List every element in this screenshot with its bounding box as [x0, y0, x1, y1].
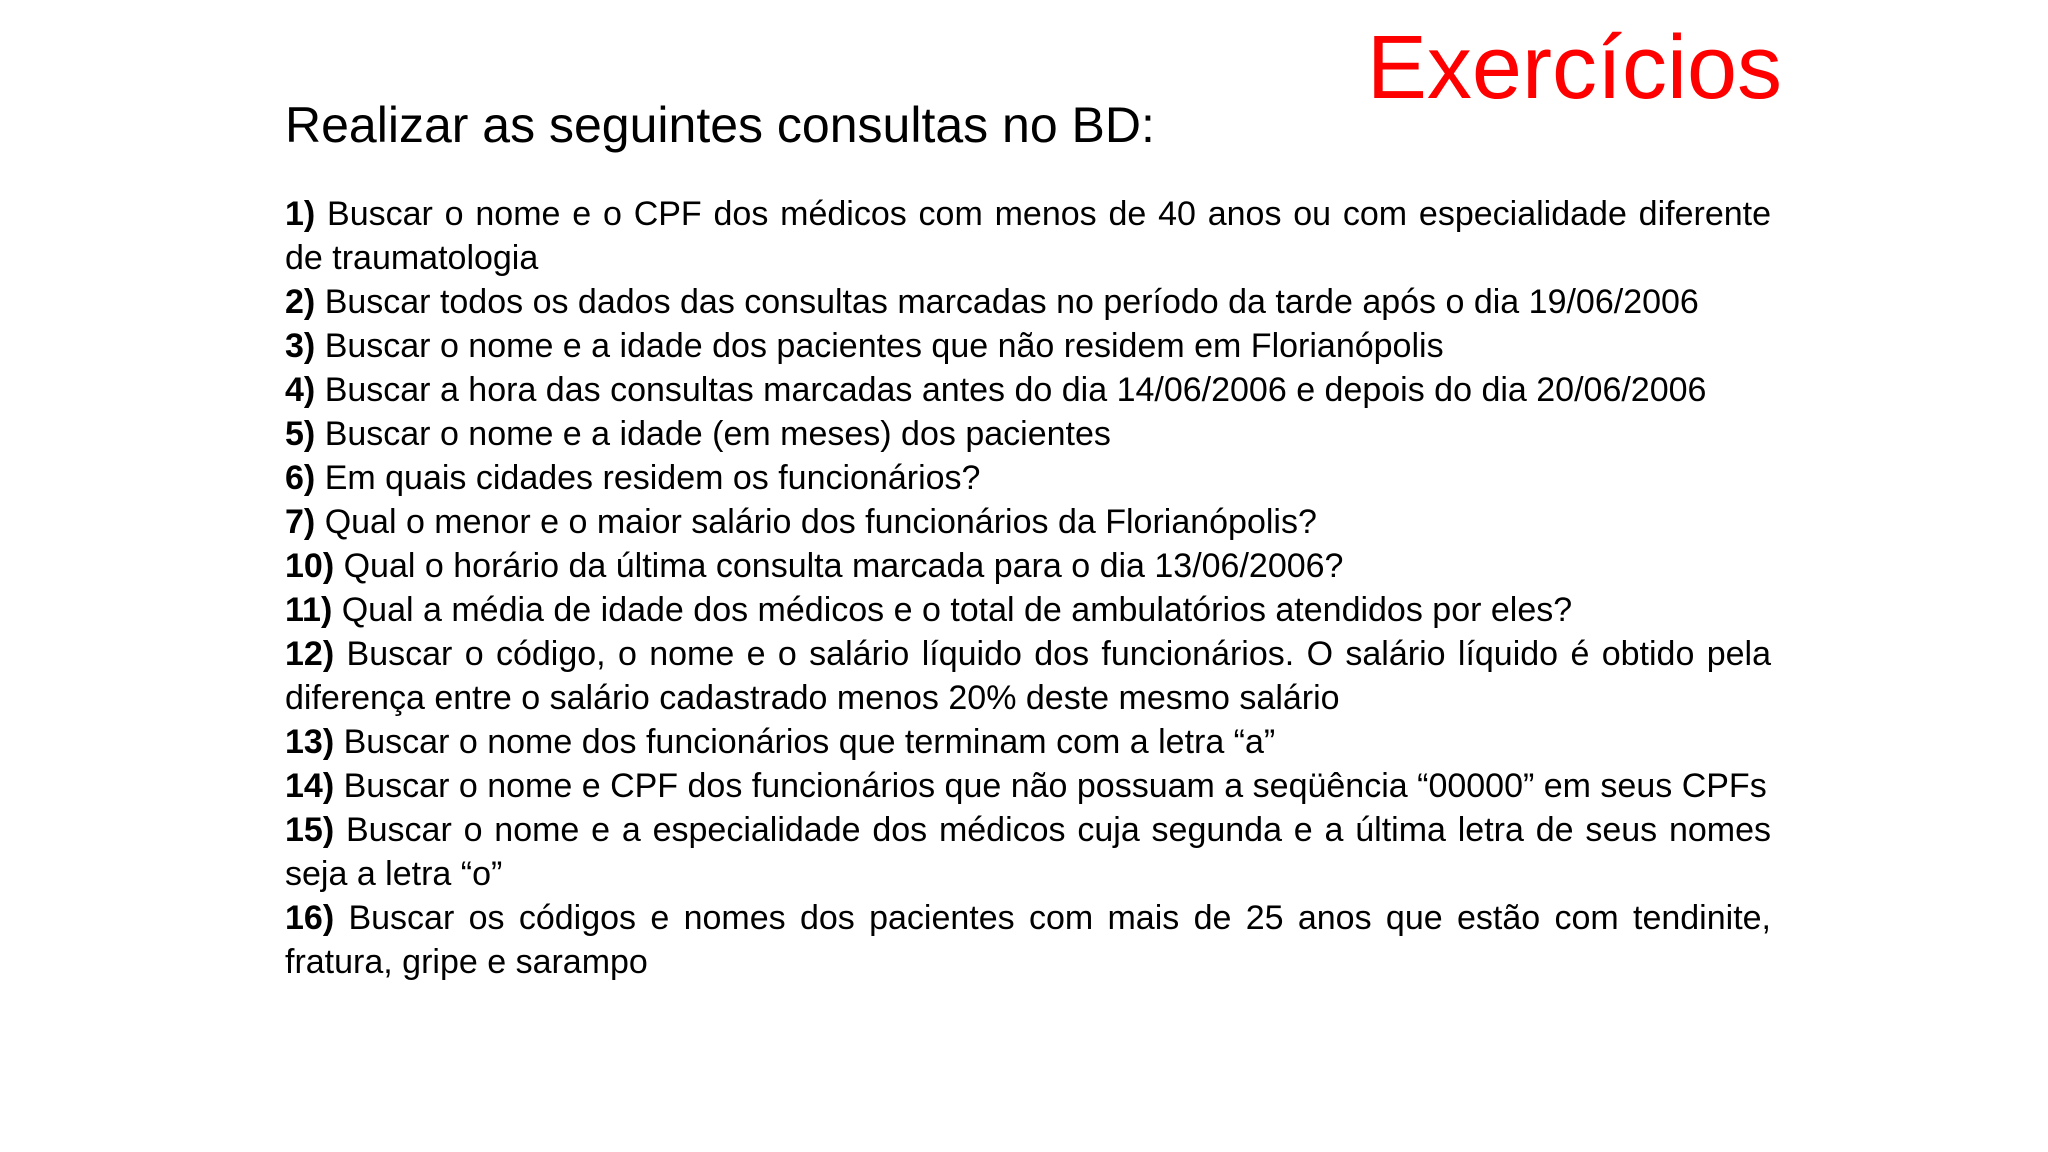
exercise-number: 3)	[285, 327, 316, 365]
exercise-number: 7)	[285, 503, 316, 541]
slide-subtitle: Realizar as seguintes consultas no BD:	[285, 97, 1155, 153]
exercise-number: 6)	[285, 459, 316, 497]
exercise-number: 2)	[285, 283, 316, 321]
exercise-text: Buscar o nome dos funcionários que terminam com a letra “a”	[343, 723, 1276, 761]
exercise-number: 13)	[285, 723, 335, 761]
exercise-item	[285, 500, 1771, 544]
exercise-item	[285, 456, 1771, 500]
exercise-item	[285, 368, 1771, 412]
exercise-item	[285, 544, 1771, 588]
exercise-text: Buscar a hora das consultas marcadas antes do dia 14/06/2006 e depois do dia 20/06/2006	[324, 371, 1707, 409]
slide-title: Exercícios	[1366, 18, 1782, 118]
exercise-item	[285, 412, 1771, 456]
exercise-text: Qual o menor e o maior salário dos funcionários da Florianópolis?	[324, 503, 1317, 541]
exercise-number: 10)	[285, 547, 335, 585]
exercise-number: 5)	[285, 415, 316, 453]
exercise-number: 14)	[285, 767, 335, 805]
exercise-text: Buscar o nome e a idade (em meses) dos pacientes	[324, 415, 1111, 453]
exercise-text: Qual o horário da última consulta marcada para o dia 13/06/2006?	[343, 547, 1344, 585]
exercise-item	[285, 764, 1771, 808]
exercise-number: 11)	[285, 591, 333, 629]
exercise-item	[285, 896, 1771, 984]
exercise-number: 12)	[285, 635, 335, 673]
exercise-item	[285, 588, 1771, 632]
exercise-text: Qual a média de idade dos médicos e o total de ambulatórios atendidos por eles?	[341, 591, 1573, 629]
exercise-item	[285, 632, 1771, 720]
exercise-text: Buscar o código, o nome e o salário líquido dos funcionários. O salário líquido é obtido pela diferença entre o salário cadastrado menos 20% deste mesmo salário	[285, 635, 1771, 717]
exercise-text: Buscar o nome e CPF dos funcionários que não possuam a seqüência “00000” em seus CPFs	[343, 767, 1767, 805]
exercise-text: Buscar o nome e a especialidade dos médicos cuja segunda e a última letra de seus nomes seja a letra “o”	[285, 811, 1771, 893]
exercise-text: Buscar o nome e o CPF dos médicos com menos de 40 anos ou com especialidade diferente de traumatologia	[285, 195, 1771, 277]
exercise-item	[285, 192, 1771, 280]
exercise-text: Buscar os códigos e nomes dos pacientes com mais de 25 anos que estão com tendinite, fratura, gripe e sarampo	[285, 899, 1771, 981]
exercise-number: 1)	[285, 195, 316, 233]
exercise-text: Buscar todos os dados das consultas marcadas no período da tarde após o dia 19/06/2006	[324, 283, 1699, 321]
exercise-number: 16)	[285, 899, 335, 937]
exercise-item	[285, 324, 1771, 368]
exercise-item	[285, 280, 1771, 324]
exercise-list	[285, 192, 1771, 984]
exercise-number: 15)	[285, 811, 335, 849]
exercise-text: Buscar o nome e a idade dos pacientes que não residem em Florianópolis	[324, 327, 1444, 365]
exercise-number: 4)	[285, 371, 316, 409]
exercise-item	[285, 720, 1771, 764]
exercise-item	[285, 808, 1771, 896]
exercise-text: Em quais cidades residem os funcionários?	[324, 459, 981, 497]
